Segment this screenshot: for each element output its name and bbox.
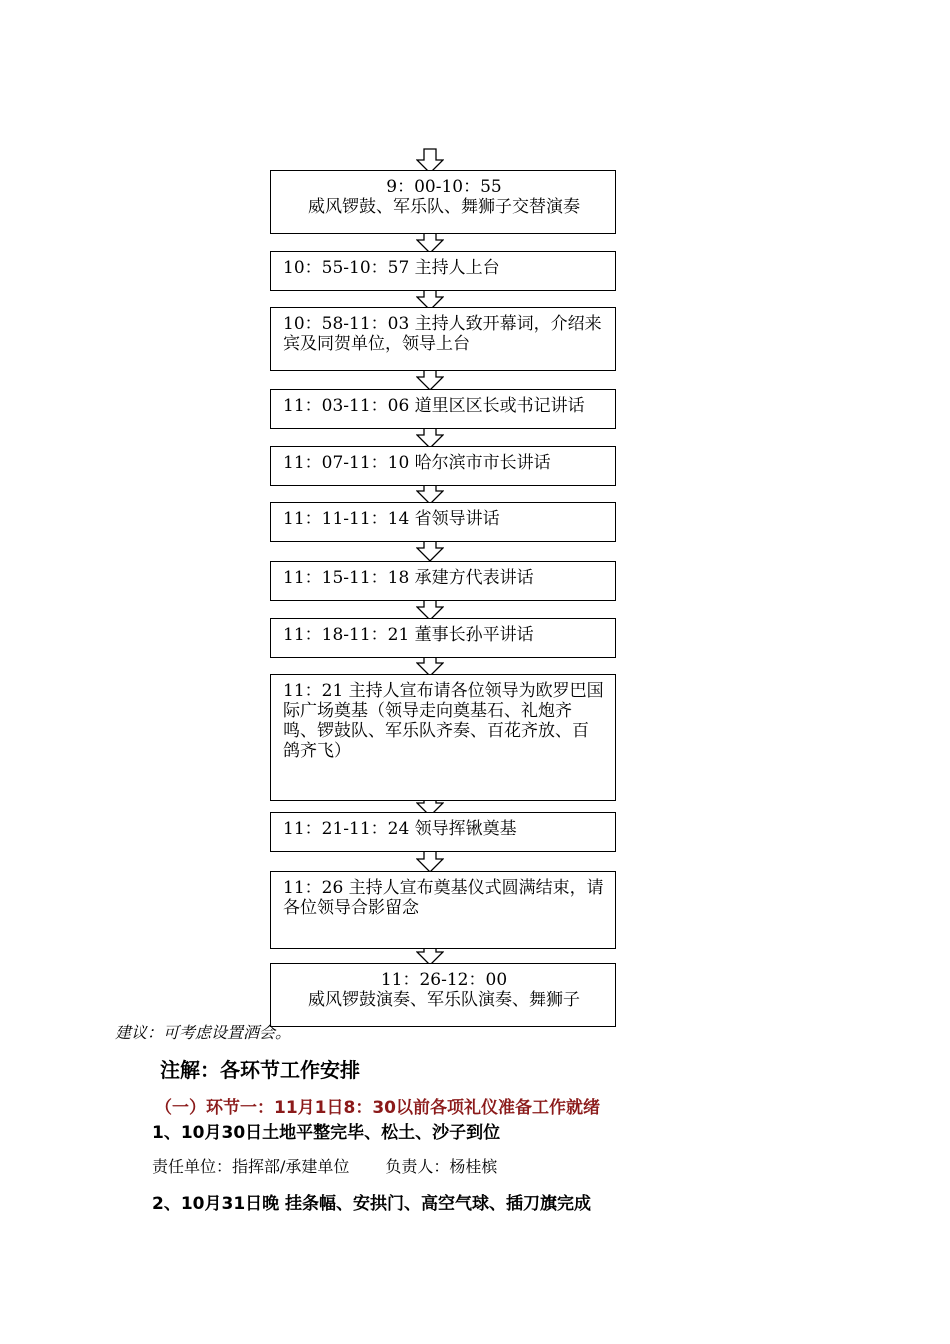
flow-step-box: 11：07-11：10 哈尔滨市市长讲话	[270, 446, 616, 486]
responsible-unit: 责任单位：指挥部/承建单位	[152, 1157, 350, 1176]
notes-heading: 注解：各环节工作安排	[160, 1058, 360, 1082]
flow-step-box: 11：21-11：24 领导挥锹奠基	[270, 812, 616, 852]
flow-step-box: 11：21 主持人宣布请各位领导为欧罗巴国际广场奠基（领导走向奠基石、礼炮齐鸣、锣鼓队、军乐队齐奏、百花齐放、百鸽齐飞）	[270, 674, 616, 801]
suggestion-text: 建议：可考虑设置酒会。	[115, 1023, 292, 1042]
flow-step-box: 10：55-10：57 主持人上台	[270, 251, 616, 291]
responsible-person: 负责人：杨桂槟	[385, 1157, 498, 1176]
flow-step-box: 11：03-11：06 道里区区长或书记讲话	[270, 389, 616, 429]
responsibility-line	[152, 1154, 497, 1177]
flow-step-box: 11：26 主持人宣布奠基仪式圆满结束，请各位领导合影留念	[270, 871, 616, 949]
task-item: 2、10月31日晚 挂条幅、安拱门、高空气球、插刀旗完成	[152, 1194, 592, 1214]
flow-step-box: 11：15-11：18 承建方代表讲话	[270, 561, 616, 601]
flow-step-box: 10：58-11：03 主持人致开幕词，介绍来宾及同贺单位，领导上台	[270, 307, 616, 371]
flow-step-box: 11：18-11：21 董事长孙平讲话	[270, 618, 616, 658]
task-item: 1、10月30日土地平整完毕、松土、沙子到位	[152, 1123, 501, 1143]
flow-step-box: 9：00-10：55 威风锣鼓、军乐队、舞狮子交替演奏	[270, 170, 616, 234]
flow-step-box: 11：11-11：14 省领导讲话	[270, 502, 616, 542]
section-title: （一）环节一：11月1日8：30以前各项礼仪准备工作就绪	[155, 1098, 600, 1118]
flow-step-box: 11：26-12：00 威风锣鼓演奏、军乐队演奏、舞狮子	[270, 963, 616, 1027]
